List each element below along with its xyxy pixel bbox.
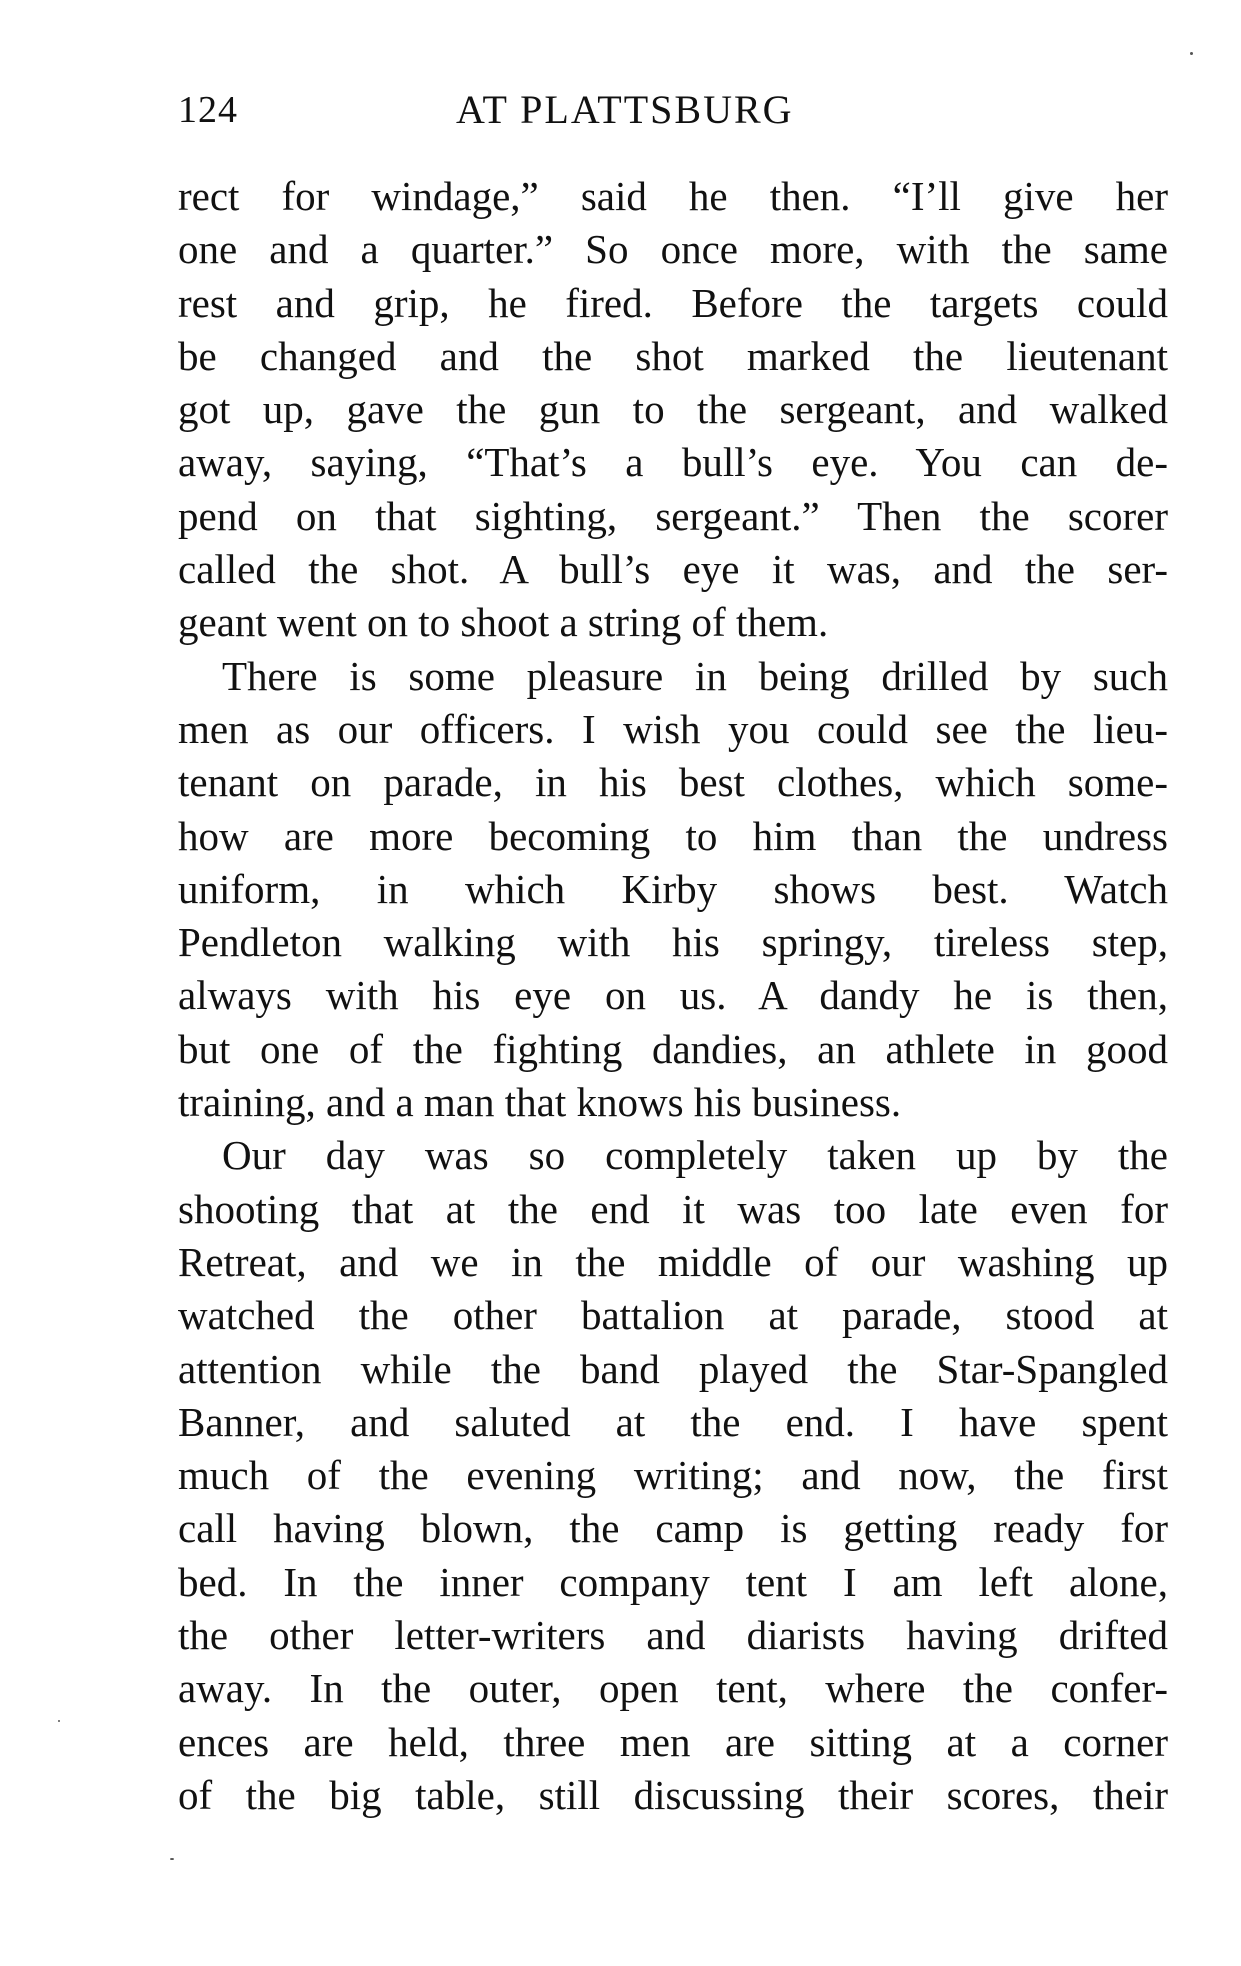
text-line: Banner, and saluted at the end. I have spent xyxy=(178,1398,1168,1445)
text-line: rest and grip, he fired. Before the targets could xyxy=(178,279,1168,326)
text-line: watched the other battalion at parade, stood at xyxy=(178,1292,1168,1339)
text-line: away. In the outer, open tent, where the confer- xyxy=(178,1665,1168,1712)
text-line: how are more becoming to him than the undress xyxy=(178,812,1168,859)
text-line: called the shot. A bull’s eye it was, and the ser- xyxy=(178,546,1168,593)
text-line: training, and a man that knows his business. xyxy=(178,1079,902,1126)
page-header xyxy=(178,80,1168,140)
paper-speck xyxy=(170,1858,174,1860)
text-line: attention while the band played the Star-Spangled xyxy=(178,1345,1168,1392)
paragraph-start-line: Our day was so completely taken up by the xyxy=(222,1132,1168,1179)
text-line: always with his eye on us. A dandy he is then, xyxy=(178,972,1168,1019)
paragraph-start-line: There is some pleasure in being drilled by such xyxy=(222,652,1168,699)
text-line: but one of the fighting dandies, an athlete in good xyxy=(178,1025,1168,1072)
text-line: tenant on parade, in his best clothes, which some- xyxy=(178,759,1168,806)
text-line: Pendleton walking with his springy, tireless step, xyxy=(178,919,1168,966)
text-line: men as our officers. I wish you could see the lieu- xyxy=(178,705,1168,752)
text-line: uniform, in which Kirby shows best. Watch xyxy=(178,865,1168,912)
running-title: AT PLATTSBURG xyxy=(456,87,794,132)
body-text xyxy=(178,170,1168,1822)
paper-speck xyxy=(58,1720,60,1722)
text-line: away, saying, “That’s a bull’s eye. You can de- xyxy=(178,439,1168,486)
paper-speck xyxy=(1190,52,1193,55)
text-line: shooting that at the end it was too late even for xyxy=(178,1185,1168,1232)
text-line: the other letter-writers and diarists having drifted xyxy=(178,1612,1168,1659)
text-line: call having blown, the camp is getting ready for xyxy=(178,1505,1168,1552)
text-line: geant went on to shoot a string of them. xyxy=(178,599,829,646)
text-line: bed. In the inner company tent I am left alone, xyxy=(178,1558,1168,1605)
text-line: one and a quarter.” So once more, with the same xyxy=(178,226,1168,273)
text-line: of the big table, still discussing their scores, their xyxy=(178,1771,1168,1818)
text-line: ences are held, three men are sitting at a corner xyxy=(178,1718,1168,1765)
page-number: 124 xyxy=(178,89,238,131)
text-line: rect for windage,” said he then. “I’ll give her xyxy=(178,173,1168,219)
text-line: got up, gave the gun to the sergeant, and walked xyxy=(178,386,1168,433)
text-line: much of the evening writing; and now, the first xyxy=(178,1452,1168,1499)
text-line: be changed and the shot marked the lieutenant xyxy=(178,332,1168,379)
text-line: Retreat, and we in the middle of our washing up xyxy=(178,1238,1168,1285)
text-line: pend on that sighting, sergeant.” Then the scorer xyxy=(178,492,1168,539)
